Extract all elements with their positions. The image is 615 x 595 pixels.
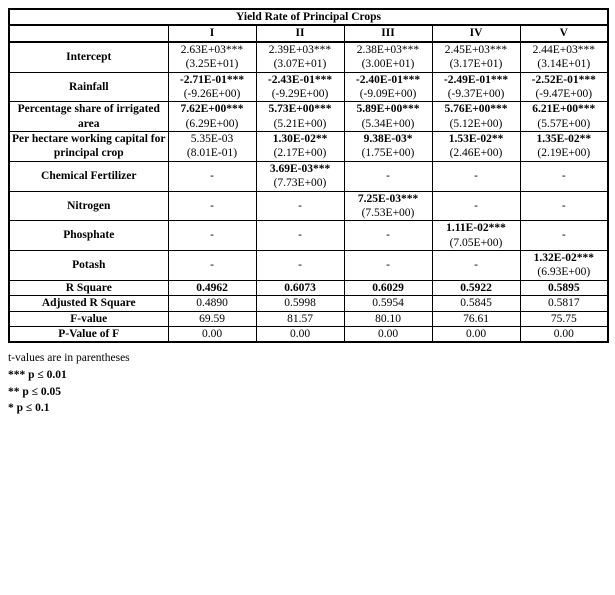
t-value: (3.17E+01) <box>432 57 520 72</box>
summary-value: 0.00 <box>520 326 608 342</box>
table-row <box>9 72 608 87</box>
no-value-dash: - <box>168 191 256 221</box>
coef-value: 5.89E+00*** <box>344 102 432 117</box>
t-value: (7.73E+00) <box>256 176 344 191</box>
coef-value: 7.62E+00*** <box>168 102 256 117</box>
no-value-dash: - <box>168 251 256 281</box>
summary-value: 0.00 <box>344 326 432 342</box>
no-value-dash: - <box>168 221 256 251</box>
table-title-row <box>9 9 608 25</box>
footnote-t-values: t-values are in parentheses <box>8 352 130 365</box>
t-value: (2.46E+00) <box>432 146 520 161</box>
row-label-potash: Potash <box>9 251 168 281</box>
table-row <box>9 42 608 57</box>
summary-value: 0.4890 <box>168 296 256 311</box>
table-row <box>9 280 608 295</box>
no-value-dash: - <box>344 251 432 281</box>
t-value: (1.75E+00) <box>344 146 432 161</box>
t-value: (-9.09E+00) <box>344 87 432 102</box>
coef-value: 2.45E+03*** <box>432 42 520 57</box>
row-label-working-capital: Per hectare working capital for principal crop <box>9 132 168 162</box>
row-label-irrigated-area: Percentage share of irrigated area <box>9 102 168 132</box>
coef-value: -2.71E-01*** <box>168 72 256 87</box>
t-value: (-9.47E+00) <box>520 87 608 102</box>
t-value: (-9.37E+00) <box>432 87 520 102</box>
coef-value: 6.21E+00*** <box>520 102 608 117</box>
coef-value: 2.39E+03*** <box>256 42 344 57</box>
coef-value: 1.11E-02*** <box>432 221 520 236</box>
coef-value: 1.35E-02** <box>520 132 608 147</box>
t-value: (5.34E+00) <box>344 117 432 132</box>
t-value: (5.12E+00) <box>432 117 520 132</box>
summary-value: 81.57 <box>256 311 344 326</box>
column-header-3: III <box>344 25 432 41</box>
row-label-r-square: R Square <box>9 280 168 295</box>
t-value: (5.21E+00) <box>256 117 344 132</box>
no-value-dash: - <box>256 221 344 251</box>
t-value: (6.93E+00) <box>520 265 608 280</box>
t-value: (3.25E+01) <box>168 57 256 72</box>
summary-value: 0.5817 <box>520 296 608 311</box>
table-header-row <box>9 25 608 41</box>
t-value: (-9.26E+00) <box>168 87 256 102</box>
column-header-1: I <box>168 25 256 41</box>
footnote-p005: ** p ≤ 0.05 <box>8 385 61 398</box>
coef-value: 3.69E-03*** <box>256 161 344 176</box>
summary-value: 0.6073 <box>256 280 344 295</box>
no-value-dash: - <box>256 191 344 221</box>
summary-value: 0.00 <box>432 326 520 342</box>
coef-value: 2.63E+03*** <box>168 42 256 57</box>
t-value: (2.19E+00) <box>520 146 608 161</box>
coef-value: 1.30E-02** <box>256 132 344 147</box>
summary-value: 0.5922 <box>432 280 520 295</box>
column-header-4: IV <box>432 25 520 41</box>
t-value: (7.05E+00) <box>432 236 520 251</box>
t-value: (3.07E+01) <box>256 57 344 72</box>
summary-value: 76.61 <box>432 311 520 326</box>
row-label-chemical-fertilizer: Chemical Fertilizer <box>9 161 168 191</box>
table-row <box>9 296 608 311</box>
summary-value: 0.00 <box>256 326 344 342</box>
table-row <box>9 251 608 266</box>
no-value-dash: - <box>520 191 608 221</box>
table-title: Yield Rate of Principal Crops <box>9 9 608 25</box>
t-value: (5.57E+00) <box>520 117 608 132</box>
coef-value: 5.35E-03 <box>168 132 256 147</box>
summary-value: 75.75 <box>520 311 608 326</box>
footnote-p001: *** p ≤ 0.01 <box>8 368 67 381</box>
coef-value: 1.53E-02** <box>432 132 520 147</box>
summary-value: 0.5845 <box>432 296 520 311</box>
summary-value: 0.5998 <box>256 296 344 311</box>
summary-value: 69.59 <box>168 311 256 326</box>
summary-value: 80.10 <box>344 311 432 326</box>
row-label-rainfall: Rainfall <box>9 72 168 102</box>
table-row <box>9 326 608 342</box>
coef-value: 9.38E-03* <box>344 132 432 147</box>
coef-value: 1.32E-02*** <box>520 251 608 266</box>
coef-value: -2.40E-01*** <box>344 72 432 87</box>
coef-value: 5.73E+00*** <box>256 102 344 117</box>
table-row <box>9 102 608 117</box>
table-row <box>9 221 608 236</box>
table-row <box>9 311 608 326</box>
row-label-f-value: F-value <box>9 311 168 326</box>
t-value: (6.29E+00) <box>168 117 256 132</box>
no-value-dash: - <box>520 161 608 191</box>
t-value: (-9.29E+00) <box>256 87 344 102</box>
coef-value: 2.38E+03*** <box>344 42 432 57</box>
coef-value: -2.52E-01*** <box>520 72 608 87</box>
row-label-intercept: Intercept <box>9 42 168 72</box>
table-row <box>9 191 608 206</box>
t-value: (2.17E+00) <box>256 146 344 161</box>
summary-value: 0.4962 <box>168 280 256 295</box>
row-label-phosphate: Phosphate <box>9 221 168 251</box>
no-value-dash: - <box>168 161 256 191</box>
coef-value: 2.44E+03*** <box>520 42 608 57</box>
footnote-p01: * p ≤ 0.1 <box>8 402 50 415</box>
t-value: (7.53E+00) <box>344 206 432 221</box>
summary-value: 0.5895 <box>520 280 608 295</box>
table-row <box>9 132 608 147</box>
no-value-dash: - <box>256 251 344 281</box>
column-header-5: V <box>520 25 608 41</box>
t-value: (8.01E-01) <box>168 146 256 161</box>
row-label-nitrogen: Nitrogen <box>9 191 168 221</box>
summary-value: 0.00 <box>168 326 256 342</box>
t-value: (3.00E+01) <box>344 57 432 72</box>
table-footnotes <box>8 350 607 417</box>
no-value-dash: - <box>344 221 432 251</box>
row-label-adjusted-r-square: Adjusted R Square <box>9 296 168 311</box>
coef-value: 7.25E-03*** <box>344 191 432 206</box>
row-label-p-value-of-f: P-Value of F <box>9 326 168 342</box>
t-value: (3.14E+01) <box>520 57 608 72</box>
no-value-dash: - <box>344 161 432 191</box>
summary-value: 0.5954 <box>344 296 432 311</box>
no-value-dash: - <box>432 191 520 221</box>
regression-results-table <box>8 8 609 343</box>
no-value-dash: - <box>520 221 608 251</box>
header-blank <box>9 25 168 41</box>
summary-value: 0.6029 <box>344 280 432 295</box>
coef-value: -2.43E-01*** <box>256 72 344 87</box>
coef-value: 5.76E+00*** <box>432 102 520 117</box>
table-row <box>9 161 608 176</box>
column-header-2: II <box>256 25 344 41</box>
coef-value: -2.49E-01*** <box>432 72 520 87</box>
no-value-dash: - <box>432 251 520 281</box>
no-value-dash: - <box>432 161 520 191</box>
